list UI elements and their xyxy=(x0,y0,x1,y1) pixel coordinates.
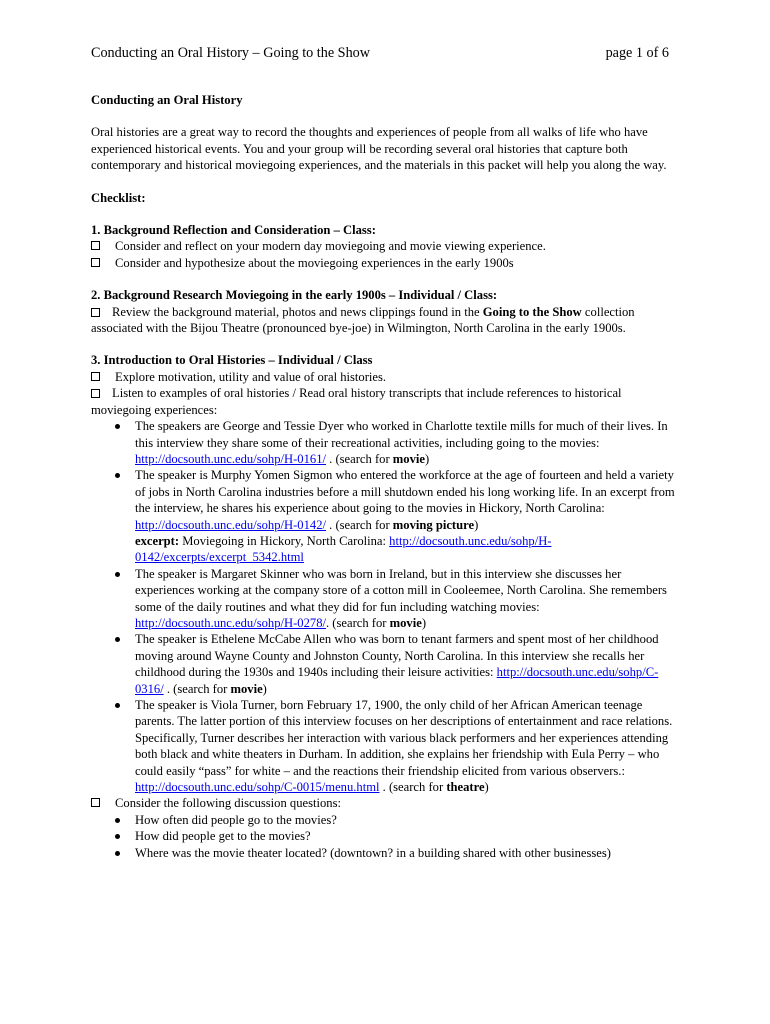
intro-paragraph: Oral histories are a great way to record the thoughts and experiences of people from all walks of life who have experienced historical events. You and your group will be recording several oral histories that capture both contemporary and historical moviegoing experiences, and the materials in this packet will help you along the way. xyxy=(91,125,667,173)
checkbox-icon[interactable] xyxy=(91,241,100,250)
search-hint: . (search for xyxy=(163,681,231,696)
interview-link[interactable]: http://docsouth.unc.edu/sohp/C-0015/menu.html xyxy=(135,780,380,795)
question-list xyxy=(91,812,681,861)
search-hint: . (search for xyxy=(326,517,393,532)
checkbox-icon[interactable] xyxy=(91,258,100,267)
checkbox-icon[interactable] xyxy=(91,798,100,807)
interview-link[interactable]: http://docsouth.unc.edu/sohp/H-0161/ xyxy=(135,451,326,466)
list-item: Where was the movie theater located? (downtown? in a building shared with other businesses) xyxy=(91,845,681,861)
list-item: How did people get to the movies? xyxy=(91,828,681,844)
paren-close: ) xyxy=(421,615,427,630)
list-item: How often did people go to the movies? xyxy=(91,812,681,828)
interview-link[interactable]: http://docsouth.unc.edu/sohp/C-0316/ xyxy=(135,665,659,696)
speaker-description: The speaker is Ethelene McCabe Allen who was born to tenant farmers and spent most of her childhood moving around Wayne County and Johnston County, North Carolina. In this interview she recalls her childhood during the 1930s and 1940s including their leisure activities: xyxy=(135,632,659,680)
checkbox-icon[interactable] xyxy=(91,389,100,398)
section-2-title: 2. Background Research Moviegoing in the early 1900s – Individual / Class: xyxy=(91,288,498,303)
page-title: Conducting an Oral History xyxy=(91,93,243,107)
header-title: Conducting an Oral History – Going to the Show xyxy=(91,45,370,61)
speaker-description: The speaker is Viola Turner, born February 17, 1900, the only child of her African American teenage parents. The latter portion of this interview focuses on her descriptions of entertainment and race relations. Specifically, Turner describes her interaction with various black performers and her experiences attending both black and white theaters in Durham. In addition, she explains her friendship with Eula Perry – who could easily “pass” for white – and the reactions their friendship elicited from various observers.: xyxy=(135,698,673,778)
checklist-item xyxy=(91,795,681,811)
search-term: moving picture xyxy=(392,517,475,532)
list-item xyxy=(91,467,681,565)
interview-link[interactable]: http://docsouth.unc.edu/sohp/H-0278/ xyxy=(135,615,326,630)
list-item xyxy=(91,631,681,697)
search-hint: . (search for xyxy=(326,615,390,630)
search-hint: . (search for xyxy=(326,451,393,466)
paren-close: ) xyxy=(262,681,267,696)
checklist-item xyxy=(91,304,681,337)
checklist-item-text: Consider and hypothesize about the moviegoing experiences in the early 1900s xyxy=(115,255,514,270)
search-term: theatre xyxy=(446,780,485,795)
section-3-title: 3. Introduction to Oral Histories – Individual / Class xyxy=(91,353,373,368)
speaker-description: The speaker is Murphy Yomen Sigmon who entered the workforce at the age of fourteen and held a variety of jobs in North Carolina industries before a mill shutdown ended his long working life. In an excerpt from the interview, he shares his experience about going to the movies in Hickory, North Carolina: xyxy=(135,468,675,516)
checklist-item xyxy=(91,255,681,271)
checklist-item-text: Explore motivation, utility and value of oral histories. xyxy=(115,369,387,384)
checklist-item xyxy=(91,369,681,385)
checklist-item xyxy=(91,385,681,418)
speaker-description: The speaker is Margaret Skinner who was born in Ireland, but in this interview she discusses her experiences working at the company store of a cotton mill in Cooleemee, North Carolina. She remembers some of the daily routines and what they did for fun including watching movies: xyxy=(135,566,667,614)
excerpt-label: excerpt: xyxy=(135,533,180,548)
collection-name: Going to the Show xyxy=(482,304,582,319)
search-term: movie xyxy=(389,615,422,630)
checklist-item-text: Listen to examples of oral histories / Read oral history transcripts that include references to historical moviegoing experiences: xyxy=(91,386,622,417)
search-term: movie xyxy=(392,451,425,466)
checkbox-icon[interactable] xyxy=(91,372,100,381)
section-1-title: 1. Background Reflection and Consideration – Class: xyxy=(91,223,376,238)
excerpt-text: Moviegoing in Hickory, North Carolina: xyxy=(179,533,390,548)
speaker-list xyxy=(91,418,681,795)
search-hint: . (search for xyxy=(379,780,447,795)
search-term: movie xyxy=(230,681,263,696)
page-header xyxy=(91,44,681,62)
checklist-item-text: Consider and reflect on your modern day moviegoing and movie viewing experience. xyxy=(115,239,546,254)
paren-close: ) xyxy=(484,780,489,795)
interview-link[interactable]: http://docsouth.unc.edu/sohp/H-0142/ xyxy=(135,517,326,532)
paren-close: ) xyxy=(474,517,479,532)
checklist-item xyxy=(91,238,681,254)
excerpt-link[interactable]: http://docsouth.unc.edu/sohp/H-0142/excerpts/excerpt_5342.html xyxy=(135,533,552,565)
page-number: page 1 of 6 xyxy=(605,45,669,61)
speaker-description: The speakers are George and Tessie Dyer who worked in Charlotte textile mills for much of their lives. In this interview they share some of their recreational activities, including going to the movies: xyxy=(135,419,668,450)
document-page xyxy=(91,44,681,861)
checklist-item-text: Review the background material, photos and news clippings found in the xyxy=(112,304,483,319)
checkbox-icon[interactable] xyxy=(91,308,100,317)
paren-close: ) xyxy=(424,451,430,466)
checklist-label: Checklist: xyxy=(91,190,146,205)
checklist-item-text: collection associated with the Bijou Theatre (pronounced bye-joe) in Wilmington, North Carolina in the early 1900s. xyxy=(91,304,635,336)
list-item xyxy=(91,418,681,467)
list-item xyxy=(91,697,681,795)
list-item xyxy=(91,566,681,632)
checklist-item-text: Consider the following discussion questions: xyxy=(115,796,341,811)
